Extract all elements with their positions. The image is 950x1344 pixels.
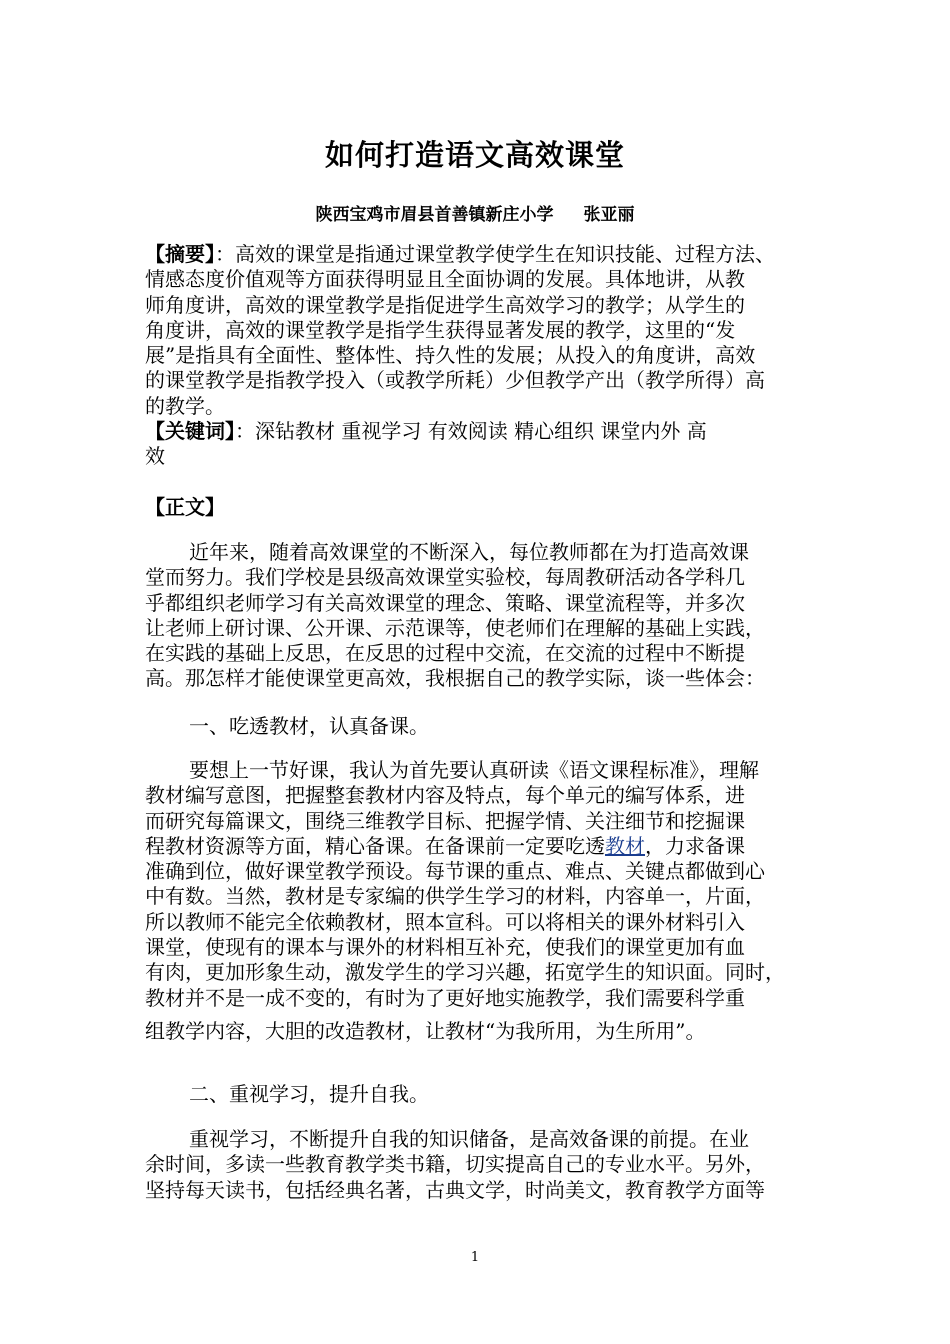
paragraph-line: 课堂，使现有的课本与课外的材料相互补充，使我们的课堂更加有血 — [145, 935, 745, 960]
keywords-label: 【关键词】 — [145, 419, 235, 444]
abstract-line: 的课堂教学是指教学投入（或教学所耗）少但教学产出（教学所得）高 — [145, 368, 765, 393]
paragraph-line: 中有数。当然，教材是专家编的供学生学习的材料，内容单一，片面， — [145, 884, 765, 909]
paragraph-line: 近年来，随着高效课堂的不断深入，每位教师都在为打造高效课 — [189, 540, 749, 564]
paragraph-line: 余时间，多读一些教育教学类书籍，切实提高自己的专业水平。另外， — [145, 1152, 765, 1177]
link-line-post: ，力求备课 — [645, 833, 745, 858]
paragraph-line: 在实践的基础上反思，在反思的过程中交流，在交流的过程中不断提 — [145, 641, 745, 666]
link-line-pre: 程教材资源等方面，精心备课。在备课前一定要吃透 — [145, 833, 605, 858]
paragraph-line — [145, 834, 813, 859]
paragraph-line: 堂而努力。我们学校是县级高效课堂实验校，每周教研活动各学科几 — [145, 565, 745, 590]
keywords-line: ：深钻教材 重视学习 有效阅读 精心组织 课堂内外 高 — [235, 419, 707, 444]
section2-paragraph — [145, 1127, 813, 1203]
author-line — [0, 200, 950, 225]
page-number: 1 — [470, 1250, 480, 1265]
body-heading: 【正文】 — [145, 495, 225, 519]
paragraph-line: 让老师上研讨课、公开课、示范课等，使老师们在理解的基础上实践， — [145, 615, 765, 640]
paragraph-line: 重视学习，不断提升自我的知识储备，是高效备课的前提。在业 — [189, 1127, 749, 1151]
abstract-line: 的教学。 — [145, 393, 225, 418]
abstract-line: 情感态度价值观等方面获得明显且全面协调的发展。具体地讲，从教 — [145, 267, 745, 292]
paragraph-line: 乎都组织老师学习有关高效课堂的理念、策略、课堂流程等，并多次 — [145, 590, 745, 615]
abstract-line: ：高效的课堂是指通过课堂教学使学生在知识技能、过程方法、 — [215, 242, 775, 266]
paragraph-line: 教材编写意图，把握整套教材内容及特点，每个单元的编写体系，进 — [145, 783, 745, 808]
author-affiliation: 陕西宝鸡市眉县首善镇新庄小学 — [315, 205, 554, 225]
paragraph-line: 组教学内容，大胆的改造教材，让教材“为我所用，为生所用”。 — [145, 1019, 706, 1043]
paragraph-line: 高。那怎样才能使课堂更高效，我根据自己的教学实际，谈一些体会： — [145, 666, 765, 691]
author-name: 张亚丽 — [583, 205, 635, 225]
document-title: 如何打造语文高效课堂 — [324, 138, 625, 172]
paragraph-line: 要想上一节好课，我认为首先要认真研读《语文课程标准》，理解 — [189, 758, 759, 782]
section-heading-2: 二、重视学习，提升自我。 — [189, 1082, 429, 1106]
abstract-line: 展”是指具有全面性、整体性、持久性的发展；从投入的角度讲，高效 — [145, 343, 756, 368]
paragraph-line: 准确到位，做好课堂教学预设。每节课的重点、难点、关键点都做到心 — [145, 859, 765, 884]
abstract-label: 【摘要】 — [145, 242, 215, 266]
textbook-link[interactable]: 教材 — [605, 833, 645, 858]
section1-paragraph — [145, 758, 813, 1011]
paragraph-line: 所以教师不能完全依赖教材，照本宣科。可以将相关的课外材料引入 — [145, 909, 745, 934]
paragraph-line: 而研究每篇课文，围绕三维教学目标、把握学情、关注细节和挖掘课 — [145, 808, 745, 833]
paragraph-line: 有肉，更加形象生动，激发学生的学习兴趣，拓宽学生的知识面。同时， — [145, 960, 785, 985]
intro-paragraph — [145, 540, 813, 692]
abstract-line: 角度讲，高效的课堂教学是指学生获得显著发展的教学，这里的“发 — [145, 317, 736, 342]
paragraph-line: 坚持每天读书，包括经典名著，古典文学，时尚美文，教育教学方面等 — [145, 1177, 765, 1202]
keywords-line: 效 — [145, 444, 165, 469]
section1-last-line — [145, 1019, 813, 1044]
section-heading-1: 一、吃透教材，认真备课。 — [189, 714, 429, 738]
abstract-section — [145, 242, 813, 470]
paragraph-line: 教材并不是一成不变的，有时为了更好地实施教学，我们需要科学重 — [145, 985, 745, 1010]
abstract-line: 师角度讲，高效的课堂教学是指促进学生高效学习的教学；从学生的 — [145, 292, 745, 317]
